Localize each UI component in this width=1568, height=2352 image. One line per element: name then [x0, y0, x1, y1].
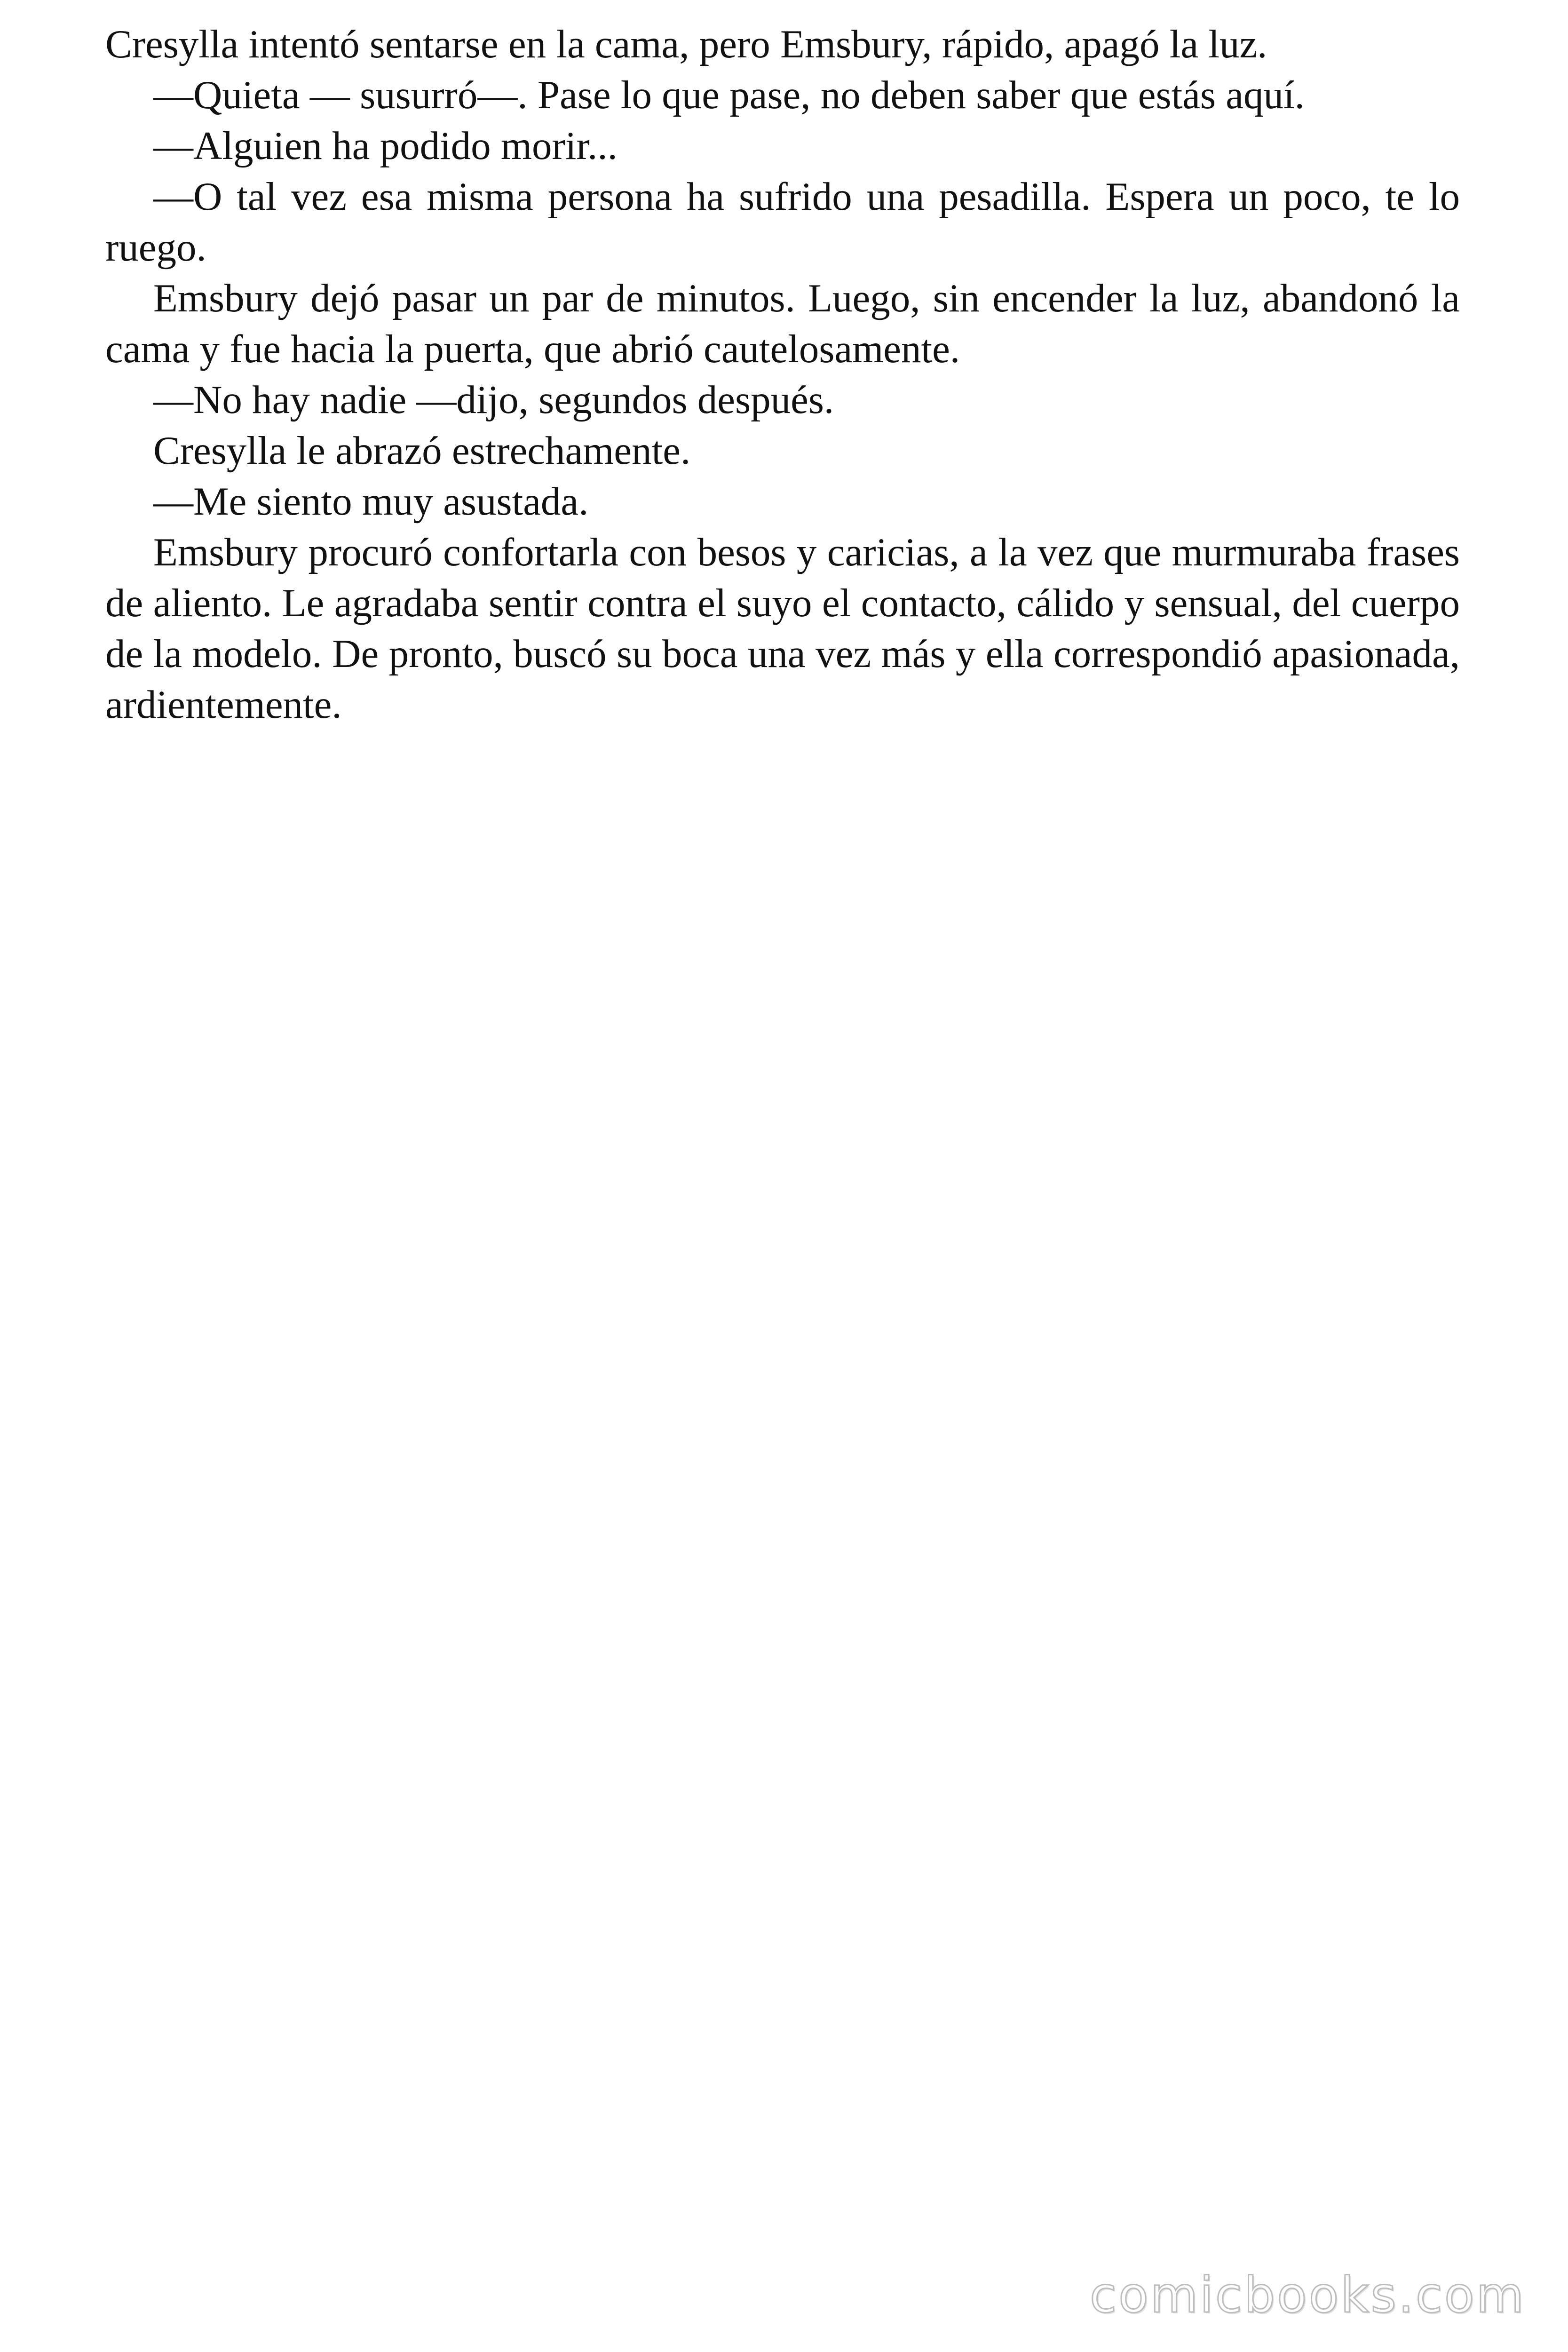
- watermark-logo: comicbooks.com: [1089, 2266, 1526, 2324]
- paragraph-2: —Quieta — susurró—. Pase lo que pase, no deben saber que estás aquí.: [153, 73, 1305, 117]
- paragraph-4: —O tal vez esa misma persona ha sufrido una pesadilla. Espera un poco, te lo ruego.: [105, 175, 1460, 270]
- paragraph-5: Emsbury dejó pasar un par de minutos. Luego, sin encender la luz, abandonó la cama y fue hacia la puerta, que abrió cautelosamente.: [105, 276, 1460, 371]
- paragraph-3: —Alguien ha podido morir...: [153, 124, 618, 168]
- paragraph-1: Cresylla intentó sentarse en la cama, pero Emsbury, rápido, apagó la luz.: [105, 22, 1267, 66]
- page-body: [105, 19, 1460, 730]
- paragraph-8: —Me siento muy asustada.: [153, 479, 589, 524]
- paragraph-9: Emsbury procuró confortarla con besos y caricias, a la vez que murmuraba frases de aliento. Le agradaba sentir contra el suyo el contacto, cálido y sensual, del cuerpo de la modelo. De pronto, buscó su boca una vez más y ella correspondió apasionada, ardientemente.: [105, 530, 1460, 727]
- paragraph-6: —No hay nadie —dijo, segundos después.: [153, 378, 834, 422]
- paragraph-7: Cresylla le abrazó estrechamente.: [153, 429, 691, 473]
